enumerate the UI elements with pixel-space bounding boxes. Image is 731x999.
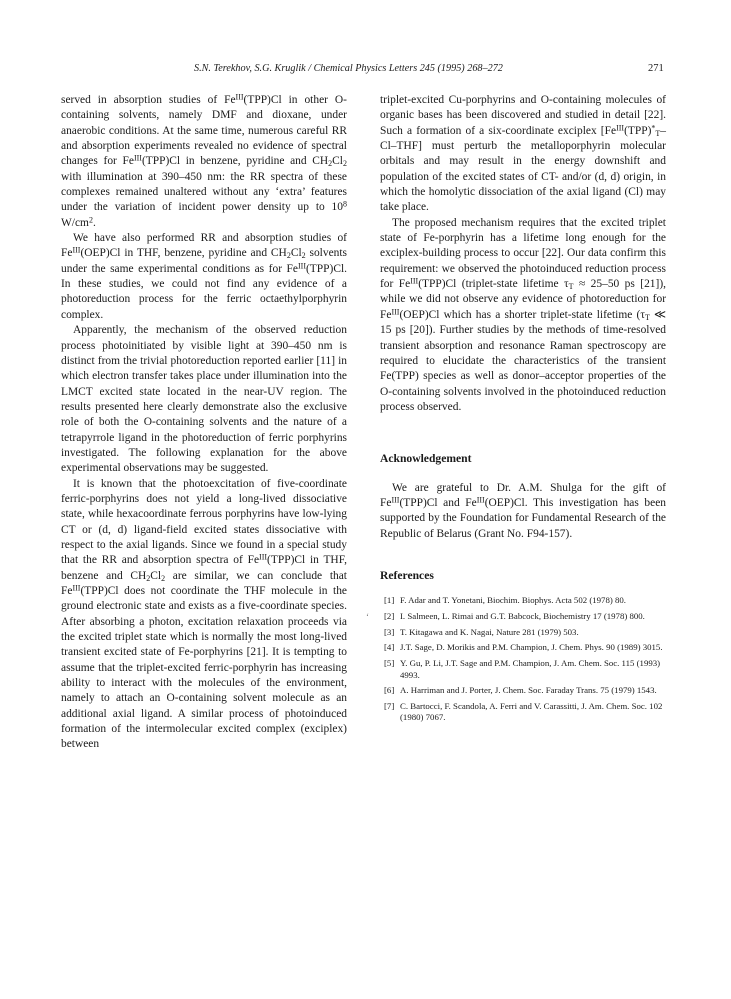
acknowledgement-heading: Acknowledgement xyxy=(380,452,472,466)
reference-number: [2] xyxy=(384,610,395,621)
reference-text: A. Harriman and J. Porter, J. Chem. Soc. Faraday Trans. 75 (1979) 1543. xyxy=(400,685,657,696)
reference-text: J.T. Sage, D. Morikis and P.M. Champion, J. Chem. Phys. 90 (1989) 3015. xyxy=(400,642,663,653)
body-paragraph: Apparently, the mechanism of the observed reduction process photoinitiated by visible light at 390–450 nm is distinct from the trivial photoreduction reported earlier [11] in which electron transfer takes place under illumination into the LMCT excited state located in the near-UV region. The results presented here clearly demonstrate also the exclusive role of both the O-containing solvents and the nature of a tetrapyrrole ligand in the photoreduction of ferric porphyrins investigated. The following explanation for the above experimental observations may be suggested. xyxy=(61,324,347,475)
reference-item xyxy=(380,595,666,606)
body-paragraph: The proposed mechanism requires that the excited triplet state of Fe-porphyrin has a lifetime long enough for the exciplex-building process to occur [22]. Our data confirm this requirement: we observed the photoinduced reduction process for $Fe^{III}(TPP)Cl$ (triplet-state lifetime $\tau_T \approx 25-50$ ps [21]), while we did not observe any evidence of photoreduction for $Fe^{III}(OEP)Cl$ which has a shorter triplet-state lifetime ($\tau_T$ ≪ 15 ps [20]). Further studies by the methods of time-resolved transient absorption and resonance Raman spectroscopy are required to elucidate the characteristics of the transient Fe(TPP) species as well as donor–acceptor properties of the O-containing solvents involved in the photoinduced reduction process observed. xyxy=(380,216,666,413)
reference-item xyxy=(380,685,666,696)
body-paragraph: served in absorption studies of $Fe^{III}(TPP)Cl$ in other O-containing solvents, namely DMF and dioxane, under anaerobic conditions. At the same time, numerous careful RR and absorption experiments revealed no evidence of spectral changes for $Fe^{III}(TPP)Cl$ in benzene, pyridine and $CH_2Cl_2$ with illumination at 390–450 nm: the RR spectra of these complexes remained unaltered without any ‘extra’ features under the variation of incident power density up to $10^8$ $W/cm^2$. xyxy=(61,92,347,229)
reference-text: F. Adar and T. Yonetani, Biochim. Biophys. Acta 502 (1978) 80. xyxy=(400,595,626,606)
reference-item xyxy=(380,658,666,681)
body-paragraph: triplet-excited Cu-porphyrins and O-containing molecules of organic bases has been discovered and studied in detail [22]. Such a formation of a six-coordinate exciplex $[Fe^{III}(TPP)^*_T-Cl-THF]$ must perturb the metalloporphyrin molecular orbitals and may result in the energy downshift and population of the excited states of CT- and/or (d, d) origin, in which the homolytic dissociation of the axial ligand (Cl) may take place. xyxy=(380,94,666,214)
reference-item xyxy=(380,642,666,653)
running-head: S.N. Terekhov, S.G. Kruglik / Chemical Physics Letters 245 (1995) 268–272 xyxy=(194,63,503,74)
reference-number: [5] xyxy=(384,658,395,669)
reference-item xyxy=(380,627,666,638)
reference-text: T. Kitagawa and K. Nagai, Nature 281 (1979) 503. xyxy=(400,626,579,637)
reference-number: [6] xyxy=(384,685,395,696)
acknowledgement-text: We are grateful to Dr. A.M. Shulga for the gift of $Fe^{III}(TPP)Cl$ and $Fe^{III}(OEP)Cl$. This investigation has been supported by the Foundation for Fundamental Research of the Republic of Belarus (Grant No. F94-157). xyxy=(380,481,666,540)
reference-item xyxy=(380,701,666,724)
left-column xyxy=(61,93,347,753)
body-paragraph: We have also performed RR and absorption studies of $Fe^{III}(OEP)Cl$ in THF, benzene, pyridine and $CH_2Cl_2$ solvents under the same experimental conditions as for $Fe^{III}(TPP)Cl$. In these studies, we could not find any evidence of a photoreduction process for the ferric octaethylporphyrin complex. xyxy=(61,232,347,321)
reference-text: C. Bartocci, F. Scandola, A. Ferri and V. Carassitti, J. Am. Chem. Soc. 102 (1980) 7067. xyxy=(400,700,663,723)
reference-number: [4] xyxy=(384,642,395,653)
running-header xyxy=(0,63,731,79)
reference-text: I. Salmeen, L. Rimai and G.T. Babcock, Biochemistry 17 (1978) 800. xyxy=(400,610,645,621)
reference-number: [1] xyxy=(384,595,395,606)
page-number: 271 xyxy=(648,63,664,74)
right-column xyxy=(380,93,666,728)
reference-text: Y. Gu, P. Li, J.T. Sage and P.M. Champion, J. Am. Chem. Soc. 115 (1993) 4993. xyxy=(400,658,661,680)
body-paragraph: It is known that the photoexcitation of five-coordinate ferric-porphyrins does not yield a long-lived dissociative state, while hexacoordinate ferrous porphyrins have low-lying CT or (d, d) ligand-field excited states dissociative with respect to the axial ligands. Since we found in a special study that the RR and absorption spectra of $Fe^{III}(TPP)Cl$ in THF, benzene and $CH_2Cl_2$ are similar, we can conclude that $Fe^{III}(TPP)Cl$ does not coordinate the THF molecule in the ground electronic state and exists as a five-coordinate species. After absorbing a photon, excitation relaxation proceeds via the excited triplet state which is normally the most long-lived transient excited state of Fe-porphyrins [21]. It is tempting to assume that the triplet-excited ferric-porphyrin has increasing ability to interact with the molecules of the environment, namely to attach an O-containing solvent molecule as an additional axial ligand. A similar process of photoinduced formation of the intermolecular excited complex (exciplex) between xyxy=(61,477,347,751)
reference-list xyxy=(380,595,666,723)
references-heading: References xyxy=(380,568,434,582)
reference-item xyxy=(380,611,666,622)
margin-mark: ‘ xyxy=(366,612,369,622)
reference-number: [3] xyxy=(384,626,395,637)
reference-number: [7] xyxy=(384,700,395,711)
